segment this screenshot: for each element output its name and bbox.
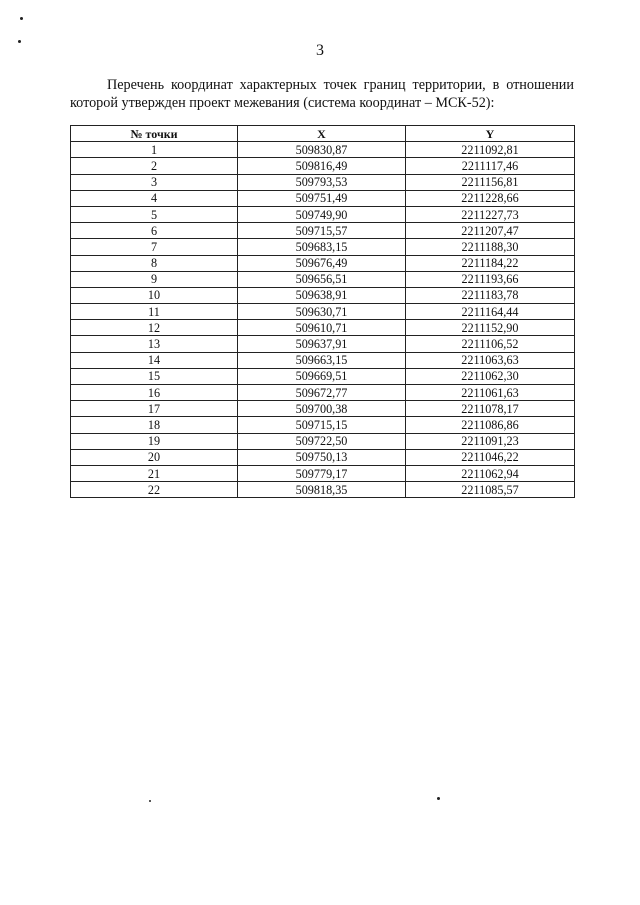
- table-row: [71, 449, 575, 465]
- cell-point-number: 20: [71, 449, 238, 465]
- coordinates-table: [70, 125, 575, 498]
- table-row: [71, 304, 575, 320]
- cell-y: 2211117,46: [406, 158, 575, 174]
- cell-x: 509638,91: [238, 287, 406, 303]
- cell-point-number: 19: [71, 433, 238, 449]
- cell-y: 2211092,81: [406, 142, 575, 158]
- cell-y: 2211152,90: [406, 320, 575, 336]
- cell-y: 2211078,17: [406, 401, 575, 417]
- cell-y: 2211085,57: [406, 482, 575, 498]
- cell-x: 509715,15: [238, 417, 406, 433]
- cell-x: 509722,50: [238, 433, 406, 449]
- cell-x: 509663,15: [238, 352, 406, 368]
- cell-y: 2211164,44: [406, 304, 575, 320]
- cell-y: 2211062,30: [406, 368, 575, 384]
- table-row: [71, 255, 575, 271]
- intro-paragraph: [70, 76, 574, 112]
- cell-y: 2211046,22: [406, 449, 575, 465]
- cell-point-number: 7: [71, 239, 238, 255]
- table-row: [71, 433, 575, 449]
- cell-x: 509656,51: [238, 271, 406, 287]
- cell-point-number: 12: [71, 320, 238, 336]
- table-row: [71, 142, 575, 158]
- cell-y: 2211061,63: [406, 385, 575, 401]
- cell-x: 509816,49: [238, 158, 406, 174]
- table-row: [71, 368, 575, 384]
- cell-x: 509818,35: [238, 482, 406, 498]
- cell-x: 509750,13: [238, 449, 406, 465]
- cell-point-number: 5: [71, 206, 238, 222]
- table-row: [71, 401, 575, 417]
- table-row: [71, 320, 575, 336]
- cell-point-number: 18: [71, 417, 238, 433]
- intro-line-1: Перечень координат характерных точек границ территории, в отношении: [107, 77, 574, 93]
- table-row: [71, 239, 575, 255]
- cell-y: 2211193,66: [406, 271, 575, 287]
- intro-line-2: которой утвержден проект межевания (система координат – МСК-52):: [70, 95, 495, 111]
- cell-y: 2211207,47: [406, 223, 575, 239]
- table-row: [71, 417, 575, 433]
- cell-y: 2211227,73: [406, 206, 575, 222]
- cell-x: 509830,87: [238, 142, 406, 158]
- table-row: [71, 206, 575, 222]
- scan-speck: [20, 17, 23, 20]
- cell-y: 2211156,81: [406, 174, 575, 190]
- cell-y: 2211063,63: [406, 352, 575, 368]
- cell-point-number: 17: [71, 401, 238, 417]
- scan-speck: [437, 797, 440, 800]
- cell-x: 509700,38: [238, 401, 406, 417]
- cell-x: 509669,51: [238, 368, 406, 384]
- cell-y: 2211062,94: [406, 465, 575, 481]
- cell-x: 509683,15: [238, 239, 406, 255]
- cell-y: 2211106,52: [406, 336, 575, 352]
- cell-y: 2211184,22: [406, 255, 575, 271]
- cell-y: 2211091,23: [406, 433, 575, 449]
- cell-x: 509749,90: [238, 206, 406, 222]
- table-header-row: [71, 126, 575, 142]
- cell-x: 509630,71: [238, 304, 406, 320]
- cell-y: 2211188,30: [406, 239, 575, 255]
- cell-x: 509779,17: [238, 465, 406, 481]
- cell-x: 509637,91: [238, 336, 406, 352]
- cell-x: 509676,49: [238, 255, 406, 271]
- cell-point-number: 6: [71, 223, 238, 239]
- table-row: [71, 385, 575, 401]
- cell-x: 509610,71: [238, 320, 406, 336]
- table-row: [71, 465, 575, 481]
- cell-point-number: 1: [71, 142, 238, 158]
- cell-point-number: 16: [71, 385, 238, 401]
- cell-x: 509751,49: [238, 190, 406, 206]
- cell-y: 2211086,86: [406, 417, 575, 433]
- scan-speck: [149, 800, 151, 802]
- header-point-number: № точки: [71, 126, 238, 142]
- table-row: [71, 336, 575, 352]
- cell-y: 2211228,66: [406, 190, 575, 206]
- cell-point-number: 9: [71, 271, 238, 287]
- cell-x: 509793,53: [238, 174, 406, 190]
- cell-point-number: 8: [71, 255, 238, 271]
- cell-point-number: 14: [71, 352, 238, 368]
- table-row: [71, 271, 575, 287]
- table-row: [71, 190, 575, 206]
- scan-speck: [18, 40, 21, 43]
- cell-point-number: 13: [71, 336, 238, 352]
- cell-point-number: 3: [71, 174, 238, 190]
- cell-x: 509715,57: [238, 223, 406, 239]
- table-row: [71, 482, 575, 498]
- table-row: [71, 287, 575, 303]
- header-y: Y: [406, 126, 575, 142]
- table-row: [71, 174, 575, 190]
- cell-point-number: 22: [71, 482, 238, 498]
- page-number: 3: [316, 42, 324, 59]
- cell-point-number: 15: [71, 368, 238, 384]
- cell-point-number: 4: [71, 190, 238, 206]
- cell-y: 2211183,78: [406, 287, 575, 303]
- cell-point-number: 2: [71, 158, 238, 174]
- table-row: [71, 352, 575, 368]
- cell-point-number: 21: [71, 465, 238, 481]
- cell-point-number: 11: [71, 304, 238, 320]
- table-row: [71, 223, 575, 239]
- cell-x: 509672,77: [238, 385, 406, 401]
- table-row: [71, 158, 575, 174]
- header-x: X: [238, 126, 406, 142]
- cell-point-number: 10: [71, 287, 238, 303]
